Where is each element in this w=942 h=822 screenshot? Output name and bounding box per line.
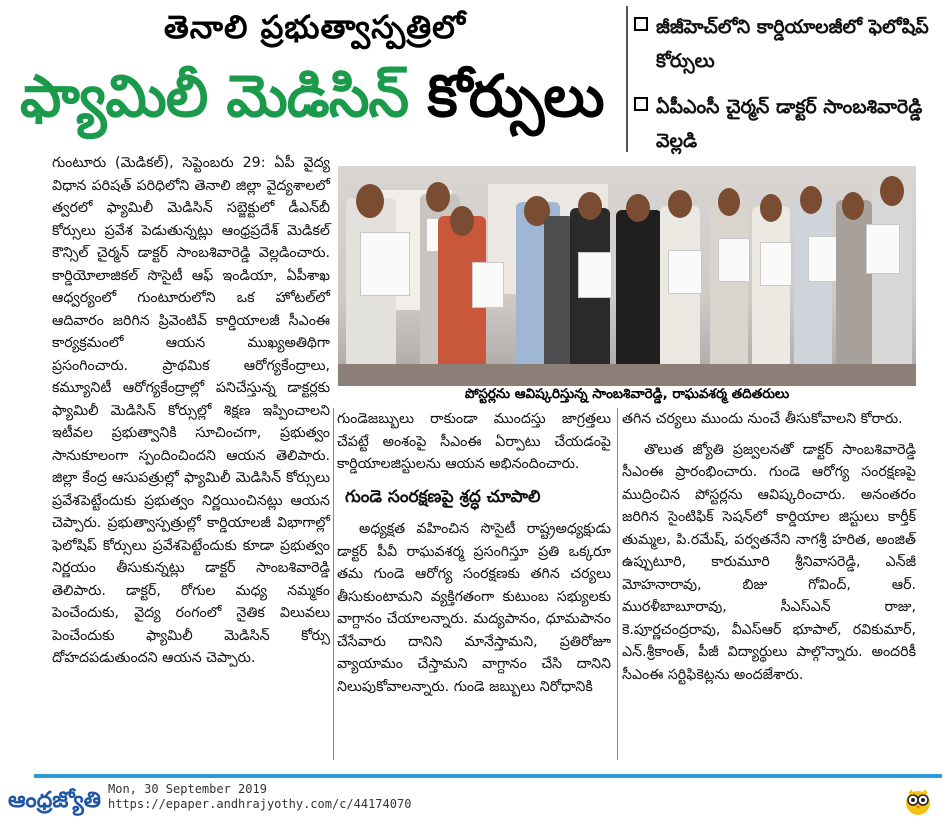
- checkbox-icon: [634, 17, 648, 31]
- column-divider: [333, 408, 334, 760]
- highlight-item: [634, 10, 942, 78]
- photo-caption: పోస్టర్లను ఆవిష్కరిస్తున్న సాంబశివారెడ్డి, రాఘవశర్మ తదితరులు: [464, 386, 790, 402]
- photo-head: [880, 176, 904, 206]
- column-3-top: తగిన చర్యలు ముందు నుంచే తీసుకోవాలని కోరారు.: [622, 411, 903, 427]
- photo-head: [760, 194, 782, 222]
- footer-meta: [108, 782, 411, 812]
- subheading: గుండె సంరక్షణపై శ్రద్ధ చూపాలి: [345, 486, 541, 507]
- headline-block: [0, 0, 630, 160]
- photo-poster: [668, 250, 702, 294]
- checkbox-icon: [634, 97, 648, 111]
- photo-head: [668, 190, 692, 218]
- photo-poster: [472, 262, 504, 308]
- column-2-top: గుండెజబ్బులు రాకుండా ముందస్తు జాగ్రత్తలు చేపట్టే అంశంపై సీఎంఈ ఏర్పాటు చేయడంపై కార్డియాలజిస్టులను ఆయన అభినందించారు.: [337, 411, 611, 472]
- photo-head: [450, 206, 474, 236]
- photo-poster: [360, 232, 410, 296]
- highlight-text: జీజీహెచ్‌లోని కార్డియాలజీలో ఫెలోషిప్ కోర్సులు: [656, 16, 929, 72]
- column-2-body: అధ్యక్షత వహించిన సొసైటీ రాష్ట్రఅధ్యక్షుడు డాక్టర్ పీవీ రాఘవశర్మ ప్రసంగిస్తూ ప్రతి ఒక్కరూ తమ గుండె ఆరోగ్య సంరక్షణకు తగిన చర్యలు తీసుకుంటామని వ్యక్తిగతంగా కుటుంబ సభ్యులకు వాగ్దానం చేయాలన్నారు. మద్యపానం, ధూమపానం చేసేవారు దానిని మానేస్తామని, ప్రతిరోజూ వ్యాయామం చేస్తామని వాగ్దానం చేసి దానిని నిలుపుకోవాలన్నారు. గుండె జబ్బులు నిరోధానికి: [337, 521, 611, 695]
- photo-head: [626, 194, 650, 222]
- photo-head: [842, 192, 864, 220]
- kicker: తెనాలి ప్రభుత్వాస్పత్రిలో: [163, 8, 467, 46]
- photo-person: [872, 190, 912, 366]
- event-photo: [338, 166, 916, 386]
- photo-poster: [866, 224, 900, 274]
- column-3-body: తొలుత జ్యోతి ప్రజ్వలనతో డాక్టర్ సాంబశివారెడ్డి సీఎంఈ ప్రారంభించారు. గుండె ఆరోగ్య సంరక్షణపై ముద్రించిన పోస్టర్లను ఆవిష్కరించారు. అనంతరం జరిగిన సైంటిఫిక్ సెషన్‌లో కార్డియాల జిస్టులు కార్తీక్ తుమ్మల, పి.రమేష్, పర్వతనేని నాగశ్రీ హరిత, అంజిత్ ఉప్పుటూరి, కారుమూరి శ్రీనివాసరెడ్డి, ఎన్‌జీ మోహనారావు, బిజు గోవింద్, ఆర్. మురళీబాబూరావు, సీఎస్ఎన్ రాజు, కె.పూర్ణచంద్రరావు, వీఎస్‌ఆర్ భూపాల్, రవికుమార్, ఎన్.శ్రీకాంత్, పీజీ విద్యార్థులు పాల్గొన్నారు. అందరికీ సీఎంఈ సర్టిఫికెట్లను అందజేశారు.: [622, 441, 916, 683]
- article-column-2: [337, 408, 611, 698]
- photo-floor: [338, 364, 916, 386]
- headline-black: కోర్సులు: [427, 62, 604, 130]
- footer-accent-bar: [34, 774, 942, 778]
- photo-head: [800, 186, 822, 214]
- photo-person: [752, 206, 790, 366]
- photo-poster: [578, 252, 612, 298]
- photo-head: [578, 192, 602, 220]
- column-1-text: గుంటూరు (మెడికల్), సెప్టెంబరు 29: ఏపీ వైద్య విధాన పరిషత్ పరిధిలోని తెనాలి జిల్లా వైద్యశాలలో త్వరలో ఫ్యామిలీ మెడిసిన్ సబ్జెక్టులో డీఎన్‌బీ కోర్సులు ప్రవేశ పెడుతున్నట్లు ఆంధ్రప్రదేశ్ మెడికల్ కౌన్సిల్ చైర్మన్ డాక్టర్ సాంబశివారెడ్డి వెల్లడించారు. కార్డియోలాజికల్ సొసైటీ ఆఫ్ ఇండియా, ఏపీశాఖ ఆధ్వర్యంలో గుంటూరులోని ఒక హోటల్‌లో ఆదివారం జరిగిన ప్రివెంటివ్ కార్డియాలజీ సీఎంఈ కార్యక్రమంలో ఆయన ముఖ్యఅతిథిగా ప్రసంగించారు. ప్రాథమిక ఆరోగ్యకేంద్రాలు, కమ్యూనిటీ ఆరోగ్యకేంద్రాల్లో పనిచేస్తున్న డాక్టర్లకు ఫ్యామిలీ మెడిసిన్ కోర్సుల్లో శిక్షణ ఇప్పించాలని ఇటీవల ప్రభుత్వానికి సూచించగా, ప్రభుత్వం సానుకూలంగా స్పందించిందని ఆయన తెలిపారు. జిల్లా కేంద్ర ఆసుపత్రుల్లో ఫ్యామిలీ మెడిసిన్ కోర్సులు ప్రవేశపెట్టేందుకు ప్రభుత్వం నిర్ణయించినట్లు ఆయన చెప్పారు. ప్రభుత్వాస్పత్రుల్లో కార్డియాలజీ విభాగాల్లో ఫెలోషిప్ కోర్సులు ప్రవేశపెట్టేందుకు కూడా ప్రభుత్వం నిర్ణయం తీసుకున్నట్లు డాక్టర్ సాంబశివారెడ్డి తెలిపారు. డాక్టర్, రోగుల మధ్య నమ్మకం పెంచేందుకు, వైద్య రంగంలో నైతిక విలువలు పెంచేందుకు ఫ్యామిలీ మెడిసిన్ కోర్సు దోహదపడుతుందని ఆయన చెప్పారు.: [52, 155, 330, 666]
- photo-poster: [718, 238, 750, 282]
- photo-head: [718, 188, 740, 216]
- owl-icon: [903, 786, 933, 816]
- edition-date: Mon, 30 September 2019: [108, 782, 267, 796]
- photo-person: [710, 202, 748, 366]
- newspaper-logo: ఆంధ్రజ్యోతి: [8, 788, 101, 813]
- headline: [20, 62, 630, 145]
- article-column-1: [52, 152, 330, 670]
- highlight-item: [634, 90, 942, 158]
- article-column-3: [622, 408, 916, 686]
- photo-head: [356, 184, 384, 218]
- highlights: [634, 10, 942, 170]
- photo-person: [616, 210, 662, 366]
- photo-head: [426, 182, 450, 212]
- headline-green: ఫ్యామిలీ మెడిసిన్: [20, 62, 409, 130]
- column-divider: [617, 408, 618, 760]
- photo-poster: [760, 242, 792, 286]
- highlight-text: ఏపీఎంసీ చైర్మన్ డాక్టర్ సాంబశివారెడ్డి వెల్లడి: [656, 96, 923, 152]
- headline-divider: [626, 6, 628, 152]
- epaper-link[interactable]: https://epaper.andhrajyothy.com/c/44174070: [108, 797, 412, 811]
- footer: [0, 772, 942, 822]
